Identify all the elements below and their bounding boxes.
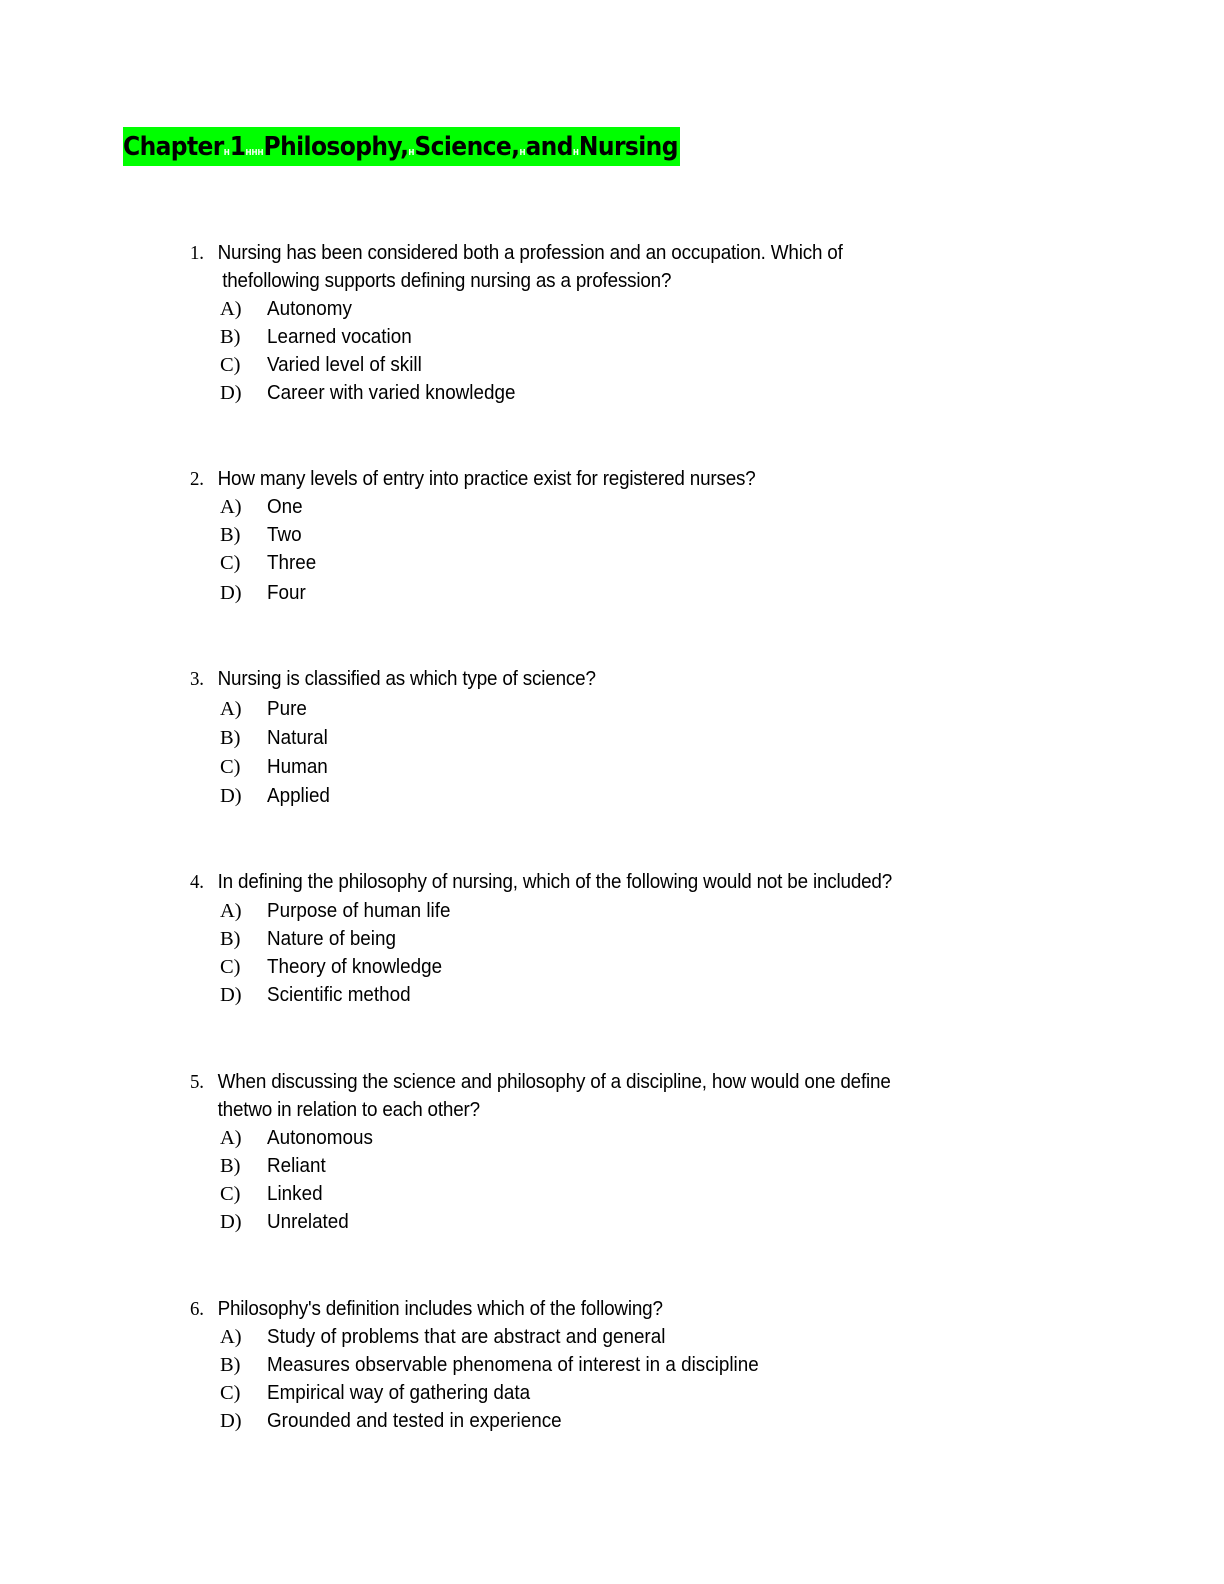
chapter-title-text bbox=[123, 132, 678, 162]
option-label: C) bbox=[220, 756, 241, 778]
option-label: D) bbox=[220, 1410, 242, 1432]
option-label: A) bbox=[220, 496, 242, 518]
option-text: Natural bbox=[267, 726, 328, 749]
option-a bbox=[190, 1124, 952, 1152]
question-stem-continued: thetwo in relation to each other? bbox=[217, 1098, 480, 1121]
option-b bbox=[190, 925, 953, 953]
option-text: Three bbox=[267, 551, 317, 574]
question-stem bbox=[190, 1295, 753, 1323]
title-word: and bbox=[525, 131, 573, 162]
question-stem bbox=[190, 1068, 891, 1096]
question-number: 5. bbox=[190, 1071, 204, 1093]
option-a bbox=[190, 493, 805, 521]
option-a bbox=[190, 897, 953, 925]
option-text: Career with varied knowledge bbox=[267, 381, 516, 404]
option-a bbox=[190, 695, 631, 723]
question-text: When discussing the science and philosophy of a discipline, how would one define bbox=[217, 1070, 891, 1093]
option-label: A) bbox=[220, 900, 242, 922]
title-word: Nursing bbox=[578, 131, 678, 162]
option-text: One bbox=[267, 495, 303, 518]
option-label: B) bbox=[220, 928, 241, 950]
title-word: Chapter bbox=[123, 131, 224, 162]
option-text: Scientific method bbox=[267, 983, 411, 1006]
option-label: A) bbox=[220, 1127, 242, 1149]
option-text: Purpose of human life bbox=[267, 899, 451, 922]
option-b bbox=[190, 1152, 952, 1180]
title-word: 1 bbox=[229, 131, 246, 162]
option-d bbox=[190, 379, 899, 407]
option-text: Two bbox=[267, 523, 302, 546]
option-text: Applied bbox=[267, 784, 330, 807]
option-text: Autonomous bbox=[267, 1126, 373, 1149]
option-text: Autonomy bbox=[267, 297, 352, 320]
option-label: D) bbox=[220, 984, 242, 1006]
option-text: Learned vocation bbox=[267, 325, 412, 348]
option-d bbox=[190, 782, 631, 810]
question-2 bbox=[190, 465, 805, 607]
option-label: A) bbox=[220, 1326, 242, 1348]
option-d bbox=[190, 981, 953, 1009]
option-label: C) bbox=[220, 956, 241, 978]
question-stem bbox=[190, 239, 843, 267]
question-5 bbox=[190, 1068, 952, 1236]
option-label: D) bbox=[220, 785, 242, 807]
option-a bbox=[190, 295, 899, 323]
option-text: Human bbox=[267, 755, 328, 778]
option-c bbox=[190, 1379, 801, 1407]
question-number: 2. bbox=[190, 468, 204, 490]
option-label: D) bbox=[220, 1211, 242, 1233]
option-b bbox=[190, 724, 631, 752]
title-separator: H bbox=[519, 147, 526, 157]
option-text: Reliant bbox=[267, 1154, 326, 1177]
question-text: Nursing is classified as which type of science? bbox=[217, 667, 596, 690]
question-6 bbox=[190, 1295, 801, 1435]
question-number: 6. bbox=[190, 1298, 204, 1320]
question-text: How many levels of entry into practice exist for registered nurses? bbox=[217, 467, 756, 490]
option-label: D) bbox=[220, 382, 242, 404]
option-label: A) bbox=[220, 698, 242, 720]
question-number: 1. bbox=[190, 242, 204, 264]
option-label: B) bbox=[220, 1155, 241, 1177]
option-d bbox=[190, 1208, 952, 1236]
question-stem bbox=[190, 465, 756, 493]
option-label: A) bbox=[220, 298, 242, 320]
title-separator: H bbox=[408, 147, 415, 157]
question-3 bbox=[190, 665, 631, 810]
question-number: 4. bbox=[190, 871, 204, 893]
option-text: Study of problems that are abstract and general bbox=[267, 1325, 666, 1348]
option-label: C) bbox=[220, 354, 241, 376]
option-text: Theory of knowledge bbox=[267, 955, 443, 978]
option-label: B) bbox=[220, 1354, 241, 1376]
option-text: Unrelated bbox=[267, 1210, 349, 1233]
option-text: Pure bbox=[267, 697, 307, 720]
option-c bbox=[190, 549, 805, 577]
title-separator: HHH bbox=[245, 147, 264, 157]
option-a bbox=[190, 1323, 801, 1351]
option-b bbox=[190, 1351, 801, 1379]
title-word: Science, bbox=[414, 131, 520, 162]
option-text: Grounded and tested in experience bbox=[267, 1409, 562, 1432]
question-text: Philosophy's definition includes which of the following? bbox=[217, 1297, 663, 1320]
question-stem bbox=[190, 665, 596, 693]
question-stem bbox=[190, 868, 892, 896]
chapter-title bbox=[123, 127, 680, 166]
question-text: Nursing has been considered both a profession and an occupation. Which of bbox=[217, 241, 843, 264]
option-c bbox=[190, 953, 953, 981]
title-word: Philosophy, bbox=[263, 131, 409, 162]
title-separator: H bbox=[223, 147, 230, 157]
option-text: Linked bbox=[267, 1182, 323, 1205]
option-label: B) bbox=[220, 326, 241, 348]
option-text: Empirical way of gathering data bbox=[267, 1381, 531, 1404]
option-text: Varied level of skill bbox=[267, 353, 422, 376]
option-label: B) bbox=[220, 524, 241, 546]
title-separator: H bbox=[572, 147, 579, 157]
question-number: 3. bbox=[190, 668, 204, 690]
option-d bbox=[190, 1407, 801, 1435]
option-label: C) bbox=[220, 1183, 241, 1205]
option-d bbox=[190, 579, 805, 607]
question-stem-continued: thefollowing supports defining nursing as a profession? bbox=[222, 269, 672, 292]
question-text: In defining the philosophy of nursing, which of the following would not be included? bbox=[217, 870, 893, 893]
question-4 bbox=[190, 868, 953, 1009]
option-label: C) bbox=[220, 1382, 241, 1404]
option-text: Measures observable phenomena of interest in a discipline bbox=[267, 1353, 759, 1376]
option-label: D) bbox=[220, 582, 242, 604]
option-c bbox=[190, 1180, 952, 1208]
option-b bbox=[190, 521, 805, 549]
option-text: Four bbox=[267, 581, 306, 604]
option-label: B) bbox=[220, 727, 241, 749]
option-label: C) bbox=[220, 552, 241, 574]
option-c bbox=[190, 351, 899, 379]
option-c bbox=[190, 753, 631, 781]
option-text: Nature of being bbox=[267, 927, 396, 950]
option-b bbox=[190, 323, 899, 351]
question-1 bbox=[190, 239, 899, 407]
